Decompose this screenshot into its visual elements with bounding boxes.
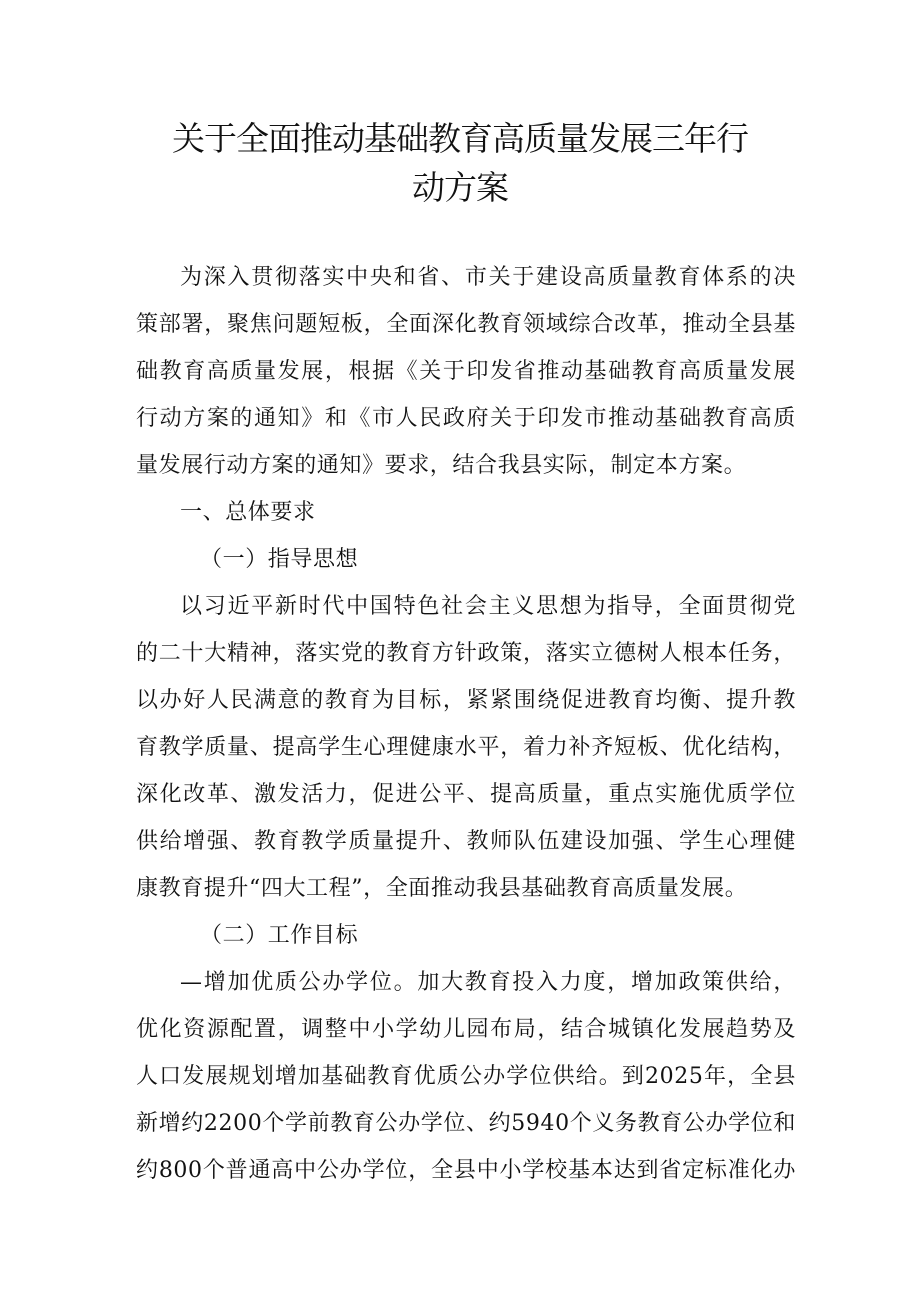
subsection-heading: （一）指导思想 [200,547,359,572]
paragraph-line: 人口发展规划增加基础教育优质公办学位供给。到2025年，全县 [136,1064,796,1089]
paragraph-line: 行动方案的通知》和《市人民政府关于印发市推动基础教育高质 [136,406,796,431]
paragraph-line: 策部署，聚焦问题短板，全面深化教育领域综合改革，推动全县基 [136,312,796,337]
paragraph-line: 础教育高质量发展，根据《关于印发省推动基础教育高质量发展 [136,359,796,384]
paragraph-line: 为深入贯彻落实中央和省、市关于建设高质量教育体系的决 [180,265,796,290]
paragraph-line: —增加优质公办学位。加大教育投入力度，增加政策供给， [180,970,796,995]
paragraph-line: 康教育提升“四大工程”，全面推动我县基础教育高质量发展。 [136,876,748,901]
paragraph-line: 量发展行动方案的通知》要求，结合我县实际，制定本方案。 [136,453,747,478]
paragraph-line: 约800个普通高中公办学位，全县中小学校基本达到省定标准化办 [136,1158,796,1183]
paragraph-line: 新增约2200个学前教育公办学位、约5940个义务教育公办学位和 [136,1111,796,1136]
document-title-line-2: 动方案 [412,168,508,207]
document-title-line-1: 关于全面推动基础教育高质量发展三年行 [172,119,748,158]
subsection-heading: （二）工作目标 [200,923,359,948]
paragraph-line: 的二十大精神，落实党的教育方针政策，落实立德树人根本任务， [136,641,796,666]
paragraph-line: 深化改革、激发活力，促进公平、提高质量，重点实施优质学位 [136,782,796,807]
section-heading: 一、总体要求 [180,500,316,525]
paragraph-line: 以习近平新时代中国特色社会主义思想为指导，全面贯彻党 [180,594,796,619]
paragraph-line: 以办好人民满意的教育为目标，紧紧围绕促进教育均衡、提升教 [136,688,796,713]
paragraph-line: 优化资源配置，调整中小学幼儿园布局，结合城镇化发展趋势及 [136,1017,796,1042]
paragraph-line: 育教学质量、提高学生心理健康水平，着力补齐短板、优化结构， [136,735,796,760]
paragraph-line: 供给增强、教育教学质量提升、教师队伍建设加强、学生心理健 [136,829,796,854]
